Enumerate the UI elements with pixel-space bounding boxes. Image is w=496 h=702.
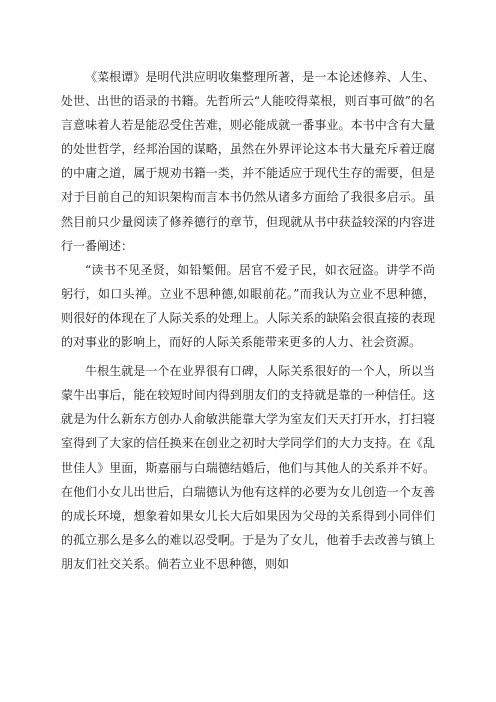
paragraph-example: 牛根生就是一个在业界很有口碑，人际关系很好的一个人，所以当蒙牛出事后，能在较短时间内得到朋友们的支持就是靠的一种信任。这就是为什么新东方创办人俞敏洪能靠大学为室友们天天打开水，打扫寝室得到了大家的信任换来在创业之初时大学同学们的大力支持。在《乱世佳人》里面，斯嘉丽与白瑞德结婚后，他们与其他人的关系并不好。在他们小女儿出世后，白瑞德认为他有这样的必要为女儿创造一个友善的成长环境，想象着如果女儿长大后如果因为父母的关系得到小同伴们的孤立那么是多么的难以忍受啊。于是为了女儿，他着手去改善与镇上朋友们社交关系。倘若立业不思种德，则如 [61,364,435,571]
paragraph-intro: 《菜根谭》是明代洪应明收集整理所著，是一本论述修养、人生、处世、出世的语录的书籍。先哲所云“人能咬得菜根，则百事可做”的名言意味着人若是能忍受住苦难，则必能成就一番事业。本书中含有大量的处世哲学，经邦治国的谋略，虽然在外界评论这本书大量充斥着迂腐的中庸之道，属于规劝书籍一类，并不能适应于现代生存的需要，但是对于目前自己的知识架构而言本书仍然从诸多方面给了我很多启示。虽然目前只少量阅读了修养德行的章节，但现就从书中获益较深的内容进行一番阐述： [61,70,435,253]
document-body [61,65,435,576]
paragraph-quote: “读书不见圣贤，如铅椠佣。居官不爱子民，如衣冠盗。讲学不尚躬行，如口头禅。立业不思种德,如眼前花。”而我认为立业不思种德，则很好的体现在了人际关系的处理上。人际关系的缺陷会很直接的表现的对事业的影响上，而好的人际关系能带来更多的人力、社会资源。 [61,262,435,350]
